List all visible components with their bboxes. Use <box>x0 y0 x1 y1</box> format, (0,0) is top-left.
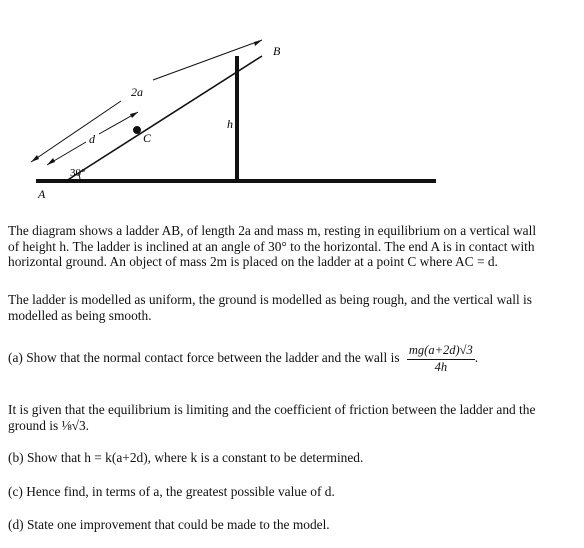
question-c: (c) Hence find, in terms of a, the greatest possible value of d. <box>8 484 335 499</box>
question-a <box>8 343 478 375</box>
length-2a-arrow <box>153 40 262 80</box>
label-2a: 2a <box>131 85 143 99</box>
given-line: It is given that the equilibrium is limiting and the coefficient of friction between the ladder and the <box>8 402 536 417</box>
intro-line: horizontal ground. An object of mass 2m is placed on the ladder at a point C where AC = d. <box>8 254 498 269</box>
intro-line: The diagram shows a ladder AB, of length 2a and mass m, resting in equilibrium on a vertical wall <box>8 223 537 238</box>
arrowhead <box>47 158 55 165</box>
given-line: ground is ⅛√3. <box>8 417 89 433</box>
model-line: The ladder is modelled as uniform, the ground is modelled as being rough, and the vertical wall is <box>8 292 532 307</box>
label-a: A <box>38 187 46 201</box>
question-a-text: (a) Show that the normal contact force between the ladder and the wall is <box>8 350 400 366</box>
label-b: B <box>273 44 281 58</box>
label-c: C <box>143 131 152 145</box>
ladder-diagram <box>0 0 584 210</box>
point-c-dot <box>133 126 141 134</box>
question-a-end: . <box>474 350 479 366</box>
label-h: h <box>227 117 233 131</box>
given-paragraph <box>8 402 535 433</box>
arrowhead <box>254 40 262 46</box>
fraction-numerator: mg(a+2d)√3 <box>407 343 475 360</box>
arrowhead <box>130 112 138 118</box>
question-b: (b) Show that h = k(a+2d), where k is a constant to be determined. <box>8 450 364 465</box>
intro-line: of height h. The ladder is inclined at an angle of 30° to the horizontal. The end A is in contact with <box>8 238 535 254</box>
length-2a-arrow <box>31 101 121 162</box>
arrowhead <box>31 155 39 162</box>
model-line: modelled as being smooth. <box>8 307 152 323</box>
intro-paragraph <box>8 223 536 270</box>
force-fraction <box>407 343 475 375</box>
model-paragraph <box>8 292 532 323</box>
label-d: d <box>89 132 95 146</box>
label-angle: 30° <box>70 167 86 179</box>
question-d: (d) State one improvement that could be made to the model. <box>8 517 330 532</box>
fraction-denominator: 4h <box>434 359 448 374</box>
